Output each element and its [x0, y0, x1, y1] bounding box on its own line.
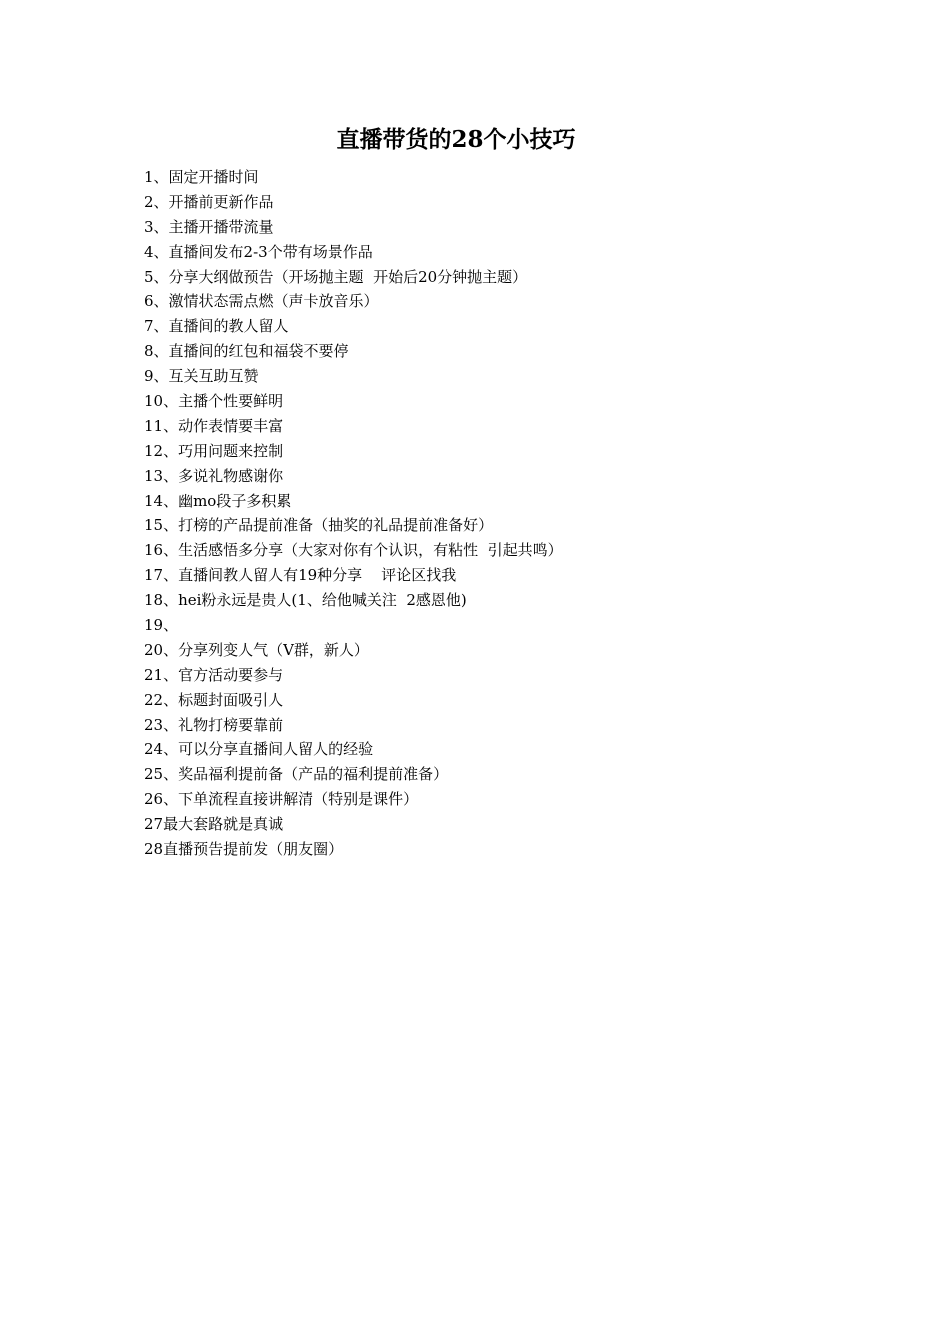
list-item: 12、巧用问题来控制: [144, 441, 284, 460]
list-item: 3、主播开播带流量: [144, 217, 274, 236]
list-item: 20、分享列变人气（V群，新人）: [144, 640, 369, 659]
list-item: 13、多说礼物感谢你: [144, 466, 284, 485]
list-item: 6、激情状态需点燃（声卡放音乐）: [144, 292, 379, 311]
list-item: 21、官方活动要参与: [144, 665, 284, 684]
list-item: 8、直播间的红包和福袋不要停: [144, 342, 349, 361]
list-item: 27最大套路就是真诚: [144, 815, 284, 834]
list-item: 2、开播前更新作品: [144, 192, 274, 211]
list-item: 7、直播间的教人留人: [144, 317, 289, 336]
list-item: 26、下单流程直接讲解清（特别是课件）: [144, 790, 419, 809]
list-item: 15、打榜的产品提前准备（抽奖的礼品提前准备好）: [144, 516, 494, 535]
list-item: 16、生活感悟多分享（大家对你有个认识，有粘性 引起共鸣）: [144, 541, 563, 560]
document-title: 直播带货的28个小技巧: [336, 126, 576, 153]
list-item: 5、分享大纲做预告（开场抛主题 开始后20分钟抛主题）: [144, 267, 528, 286]
list-item: 22、标题封面吸引人: [144, 690, 284, 709]
list-item: 11、动作表情要丰富: [144, 416, 284, 435]
list-item: 28直播预告提前发（朋友圈）: [144, 840, 344, 859]
list-item: 17、直播间教人留人有19种分享 评论区找我: [144, 566, 457, 585]
tips-list: [144, 165, 864, 862]
list-item: 23、礼物打榜要靠前: [144, 715, 284, 734]
list-item: 24、可以分享直播间人留人的经验: [144, 740, 374, 759]
list-item: 19、: [144, 616, 179, 635]
list-item: 4、直播间发布2-3个带有场景作品: [144, 242, 373, 261]
list-item: 14、幽mo段子多积累: [144, 491, 292, 510]
list-item: 9、互关互助互赞: [144, 367, 259, 386]
list-item: 25、奖品福利提前备（产品的福利提前准备）: [144, 765, 449, 784]
list-item: 1、固定开播时间: [144, 168, 259, 186]
list-item: 10、主播个性要鲜明: [144, 392, 284, 411]
list-item: 18、hei粉永远是贵人(1、给他喊关注 2感恩他): [144, 591, 467, 610]
